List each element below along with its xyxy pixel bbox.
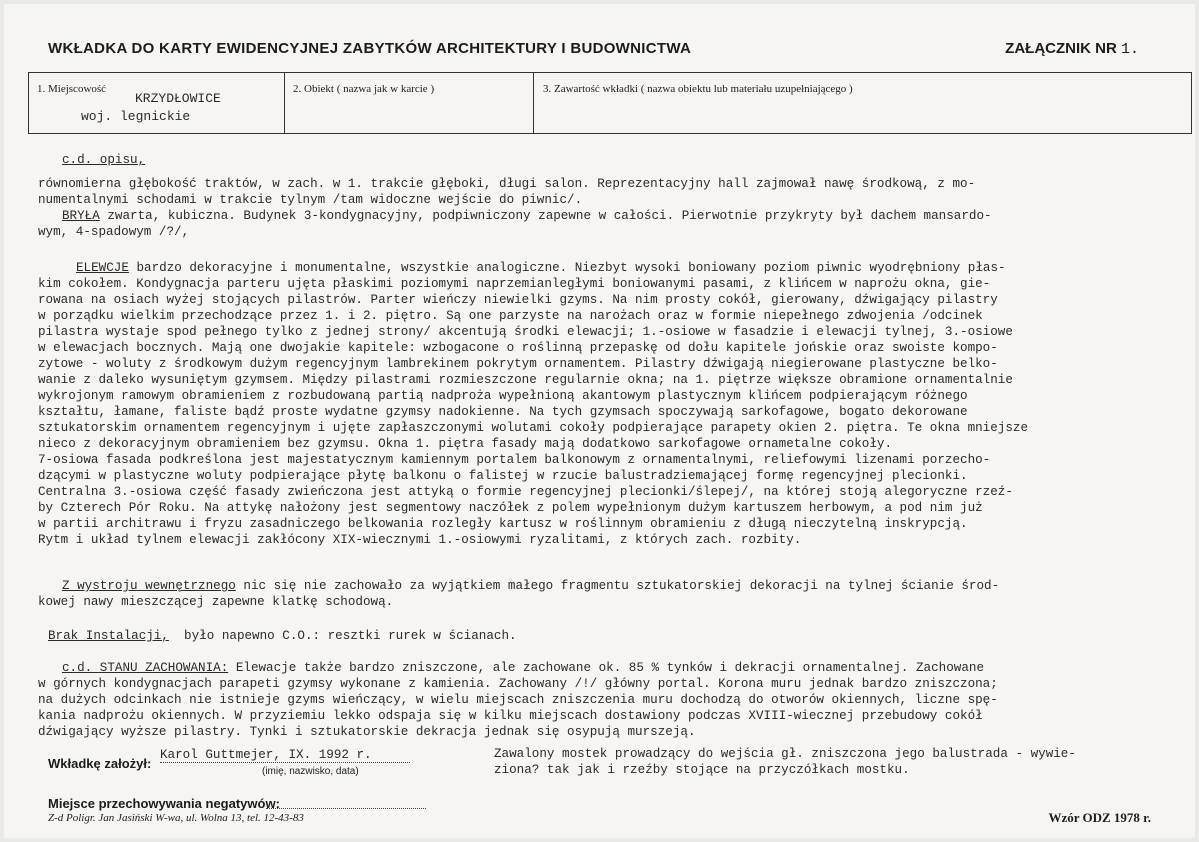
- text-line: w porządku wielkim przechodzące przez 1. i 2. piętro. Są one parzyste na narożach oraz w formie niepełnego zdwojenia /odcinek: [38, 309, 983, 323]
- negatives-label: Miejsce przechowywania negatywów:: [48, 796, 280, 811]
- object-cell: [285, 73, 534, 133]
- text-line: w elewacjach bocznych. Mają one dwojakie kapitele: wzbogacone o roślinną przepaskę od dołu kapitele jońskie oraz swoiste kompo-: [38, 341, 998, 355]
- locality-label: 1. Miejscowość: [37, 83, 107, 95]
- locality-cell: [29, 73, 285, 133]
- text-line: [62, 578, 999, 594]
- text-line: kania nadprożu okiennych. W przyziemiu lekko odspaja się w kilku miejscach dostawiony podczas XVIII-wiecznej przebudowy cokół: [38, 709, 983, 723]
- text-line: numentalnymi schodami w trakcie tylnym /tam widoczne wejście do piwnic/.: [38, 193, 583, 207]
- text-line: rowana na osiach wyżej stojących pilastrów. Parter wieńczy niewielki gzyms. Na nim prosty cokół, gierowany, dźwigający pilastry: [38, 293, 998, 307]
- text-line: ziona? tak jak i rzeźby stojące na przyczółkach mostku.: [494, 763, 910, 777]
- text-span: zwarta, kubiczna. Budynek 3-kondygnacyjny, podpiwniczony zapewne w całości. Pierwotnie przykryty był dachem mansardo-: [99, 209, 992, 223]
- text-line: dźwigający wyższe pilastry. Tynki i sztukatorskie dekracja jednak się osypują murszeją.: [38, 725, 696, 739]
- attachment-number: [1005, 40, 1139, 58]
- continuation-heading: c.d. opisu,: [62, 153, 146, 167]
- text-line: wykrojonym ramowym obramieniem z rozbudowaną partią nadproża wypełnioną akantowym plastycznym klińcem podpierającym różnego: [38, 389, 968, 403]
- form-title: WKŁADKA DO KARTY EWIDENCYJNEJ ZABYTKÓW ARCHITEKTURY I BUDOWNICTWA: [48, 40, 692, 57]
- text-line: w górnych kondygnacjach parapeti gzymsy wykonane z kamienia. Zachowany /!/ główny portal. Korona muru jednak bardzo zniszczona;: [38, 677, 998, 691]
- text-line: [62, 660, 984, 676]
- section-heading: c.d. STANU ZACHOWANIA:: [62, 661, 229, 675]
- section-heading: ELEWCJE: [76, 261, 129, 275]
- text-line: dzącymi w plastyczne woluty podpierające płytę balkonu o falistej w rzucie balustradziemającej formę regencyjnej plecionki.: [38, 469, 968, 483]
- form-model: Wzór ODZ 1978 r.: [1048, 810, 1151, 825]
- printer-info: Z-d Poligr. Jan Jasiński W-wa, ul. Wolna 13, tel. 12-43-83: [48, 812, 304, 824]
- negatives-field: [266, 808, 426, 809]
- text-line: kowej nawy mieszczącej zapewne klatkę schodową.: [38, 595, 394, 609]
- text-line: Rytm i układ tylnem elewacji zakłócony XIX-wiecznymi 1.-osiowymi ryzalitami, z których zach. rozbity.: [38, 533, 802, 547]
- text-line: wanie z daleko wysuniętym gzymsem. Między pilastrami rozmieszczone regularnie okna; na 1. piętrze większe obramione ornamentalnie: [38, 373, 1013, 387]
- inserted-by-hint: (imię, nazwisko, data): [262, 766, 359, 777]
- text-line: 7-osiowa fasada podkreślona jest majestatycznym kamiennym portalem balkonowym z ornamentalnymi, reliefowymi lizenami porzecho-: [38, 453, 991, 467]
- text-line: kształtu, łamane, faliste bądź proste wydatne gzymsy nadokienne. Na tych gzymsach spoczywają sarkofagowe, bogato dekorowane: [38, 405, 968, 419]
- text-line: wym, 4-spadowym /?/,: [38, 225, 190, 239]
- text-line: na dużych odcinkach nie istnieje gzyms wieńczący, w wielu miejscach zniszczenia muru dochodzą do otworów okiennych, liczne spę-: [38, 693, 998, 707]
- text-line: kim cokołem. Kondygnacja parteru ujęta płaskimi poziomymi naprzemianległymi boniowanymi pasami, z klińcem w naprożu okna, gie-: [38, 277, 991, 291]
- text-line: nieco z dekoracyjnym obramieniem bez gzymsu. Okna 1. piętra fasady mają dodatkowo sarkofagowe ornametalne cokoły.: [38, 437, 892, 451]
- section-heading: BRYŁA: [62, 209, 100, 223]
- text-line: w partii architrawu i fryzu zasadniczego belkowania rozległy kartusz w roślinnym obramieniu z długą nieczytelną inskrypcją.: [38, 517, 968, 531]
- section-heading: Z wystroju wewnętrznego: [62, 579, 236, 593]
- text-line: sztukatorskim ornamentem regencyjnym i ujęte zapłaszczonymi wolutami cokoły podpierające parapety okien 2. piętra. Te okna mniejsze: [38, 421, 1029, 435]
- object-label: 2. Obiekt ( nazwa jak w karcie ): [293, 83, 435, 95]
- text-line: pilastra wystaje spod pełnego tylko z jednej strony/ akcentują środki elewacji; 1.-osiowe w fasadzie i elewacji tylnej, 3.-osiowe: [38, 325, 1013, 339]
- text-line: Zawalony mostek prowadzący do wejścia gł. zniszczona jego balustrada - wywie-: [494, 747, 1076, 761]
- text-span: było napewno C.O.: resztki rurek w ścianach.: [168, 629, 517, 643]
- text-line: by Czterech Pór Roku. Na attykę nałożony jest segmentowy naczółek z polem wypełnionym dużym kartuszem herbowym, a pod nim już: [38, 501, 983, 515]
- text-span: bardzo dekoracyjne i monumentalne, wszystkie analogiczne. Niezbyt wysoki boniowany poziom piwnic wyodrębniony płas-: [128, 261, 1006, 275]
- inserted-by-label: Wkładkę założył:: [48, 756, 152, 771]
- inserted-by-value: Karol Guttmejer, IX. 1992 r.: [160, 748, 410, 763]
- contents-label: 3. Zawartość wkładki ( nazwa obiektu lub materiału uzupełniającego ): [543, 83, 853, 95]
- section-heading: Brak Instalacji,: [48, 629, 169, 643]
- attachment-value: 1.: [1120, 41, 1139, 58]
- header-table: [28, 72, 1192, 134]
- locality-name: KRZYDŁOWICE: [135, 91, 221, 106]
- text-line: zytowe - woluty z środkowym dużym regencyjnym lambrekinem pokrytym ornamentem. Pilastry dźwigają niegierowane plastyczne belko-: [38, 357, 998, 371]
- text-line: [48, 628, 517, 644]
- locality-region: woj. legnickie: [81, 109, 191, 124]
- text-line: równomierna głębokość traktów, w zach. w 1. trakcie głęboki, długi salon. Reprezentacyjny hall zajmował nawę środkową, z mo-: [38, 177, 976, 191]
- form-sheet: [4, 4, 1195, 838]
- attachment-label: ZAŁĄCZNIK NR: [1005, 40, 1117, 57]
- text-line: [62, 208, 992, 224]
- text-span: Elewacje także bardzo zniszczone, ale zachowane ok. 85 % tynków i dekracji ornamentalnej. Zachowane: [228, 661, 985, 675]
- text-line: Centralna 3.-osiowa część fasady zwieńczona jest attyką o formie regencyjnej plecionki/ślepej/, na której stoją alegoryczne rzeź-: [38, 485, 1013, 499]
- text-line: [76, 260, 1006, 276]
- text-span: nic się nie zachowało za wyjątkiem małego fragmentu sztukatorskiej dekoracji na tylnej ścianie środ-: [235, 579, 1000, 593]
